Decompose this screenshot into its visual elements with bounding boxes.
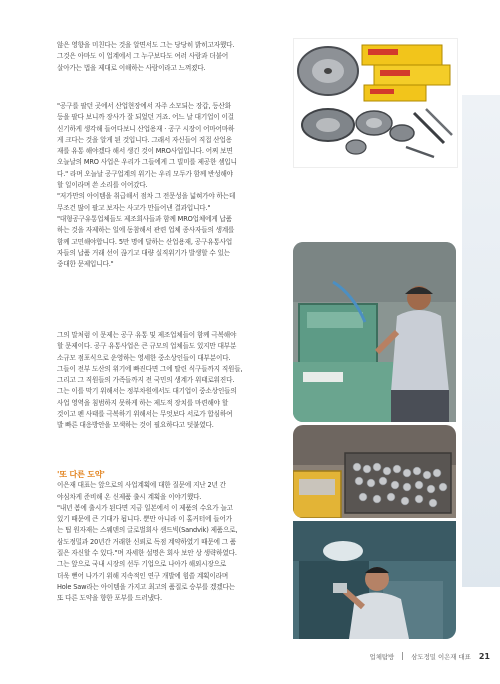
article-section-4 bbox=[57, 469, 289, 605]
text-line: 신기하게 생각해 들어다보니 산업용재 · 공구 시장이 어마어마하 bbox=[57, 124, 235, 133]
inspection-image bbox=[293, 521, 456, 639]
text-line: 사업 영역을 침범하지 못하게 하는 제도적 장치를 마련해야 할 bbox=[57, 398, 229, 407]
text-line: "저가만의 아이템을 취급해서 점차 그 전문성을 넓혀가야 하는데 bbox=[57, 192, 236, 201]
factory-photo-worker bbox=[293, 242, 456, 422]
text-line: 하는 것을 자제하는 일에 동참해서 관련 업체 종사자들의 생계를 bbox=[57, 226, 235, 235]
worker-machine-image bbox=[293, 242, 456, 422]
text-line: 살아가는 법을 제대로 이해하는 사람이라고 느껴졌다. bbox=[57, 63, 206, 72]
section-heading: '또 다른 도약' bbox=[57, 470, 105, 479]
text-line: 는 팁 원자재는 스웨덴의 글로벌회사 샌드빅(Sandvik) 제품으로, bbox=[57, 526, 238, 535]
text-line: 할 문제이다. 공구 유통사업은 큰 규모의 업체들도 있지만 대부분 bbox=[57, 342, 237, 351]
text-line: 그들이 전부 도산의 위기에 빠진다면 그에 딸린 식구들까지 직원들, bbox=[57, 364, 243, 373]
text-line: "내년 봄에 출시가 된다면 지금 일본에서 이 제품의 수요가 늘고 bbox=[57, 503, 233, 512]
text-line: 무조건 많이 팔고 보자는 사고가 만들어낸 결과입니다." bbox=[57, 203, 211, 212]
text-line: 함께 고민해야합니다. 5만 명에 달하는 산업용재, 공구유통사업 bbox=[57, 237, 233, 246]
text-line: 중대한 문제입니다." bbox=[57, 260, 114, 269]
text-line: 다." 라며 오늘날 공구업계의 위기는 우리 모두가 함께 반성해야 bbox=[57, 169, 233, 178]
footer-subject-label: 삼도정밀 이은재 대표 bbox=[411, 652, 471, 661]
factory-photo-inspection bbox=[293, 521, 456, 639]
text-line: 이은재 대표는 앞으로의 사업계획에 대한 질문에 지난 2년 간 bbox=[57, 481, 226, 490]
text-line: 삼도정밀과 20년간 거래한 신뢰로 독점 계약하였기 때문에 그 품 bbox=[57, 537, 237, 546]
product-photo bbox=[293, 38, 458, 168]
text-line: 것이고 펜 사태를 극복하기 위해서는 무엇보다 서로가 합심하여 bbox=[57, 410, 233, 419]
article-section-3 bbox=[57, 330, 289, 432]
text-line: "공구를 팔던 곳에서 산업현장에서 자주 소모되는 장갑, 등산화 bbox=[57, 102, 231, 110]
text-line: 있기 때문에 큰 기대가 됩니다. 뿐만 아니라 이 홀커터에 들어가 bbox=[57, 515, 232, 524]
footer-divider bbox=[402, 652, 403, 660]
page-number: 21 bbox=[478, 651, 490, 661]
parts-crate-image bbox=[293, 425, 456, 518]
article-section-2 bbox=[57, 101, 289, 270]
text-line: 소규모 점포식으로 운영하는 영세한 중소상인들이 대부분이다. bbox=[57, 353, 231, 362]
text-line: 또 다른 도약을 향한 포부를 드러냈다. bbox=[57, 594, 162, 603]
text-line: 발 빠른 대응방안을 모색하는 것이 필요하다고 덧붙였다. bbox=[57, 421, 214, 430]
text-line: 그리고 그 직원들의 가족들까지 전 국민의 생계가 위태로워진다. bbox=[57, 376, 235, 385]
text-line: 자들의 납품 거래 선이 끊기고 대량 실직위기가 발생할 수 있는 bbox=[57, 248, 231, 257]
article-section-1 bbox=[57, 40, 289, 74]
text-line: 질은 자신할 수 있다."며 자세한 설명은 회사 보안 상 생략하였다. bbox=[57, 549, 237, 558]
text-line: 않은 영향을 미친다는 것을 알면서도 그는 당당히 밝히고자했다. bbox=[57, 41, 235, 49]
footer-section-label: 업체탐방 bbox=[369, 652, 395, 661]
text-line: 야심차게 준비해 온 신제품 출시 계획을 이야기했다. bbox=[57, 492, 202, 501]
page-footer bbox=[370, 649, 490, 663]
text-line: 재를 유통 해야겠다 해서 생긴 것이 MRO사업입니다. 어찌 보면 bbox=[57, 147, 233, 156]
text-line: 할 일이라며 쓴 소리를 이어갔다. bbox=[57, 181, 148, 190]
factory-photo-parts bbox=[293, 425, 456, 518]
text-line: 그것은 아마도 이 업계에서 그 누구보다도 여러 사람과 더불어 bbox=[57, 52, 229, 61]
text-line: 등을 팔다 보니까 장사가 잘 되었던 거죠. 어느 날 대기업이 이걸 bbox=[57, 113, 234, 122]
text-line: 그는 앞으로 국내 시장의 선두 기업으로 나아가 해외시장으로 bbox=[57, 560, 227, 569]
text-line: 그의 말처럼 이 문제는 공구 유통 및 제조업체들이 함께 극복해야 bbox=[57, 331, 237, 339]
sidebar-background bbox=[462, 95, 500, 587]
text-line: Hole Saw라는 아이템을 가지고 최고의 품질로 승부를 겠겠다는 bbox=[57, 582, 235, 591]
hole-saw-products-image bbox=[294, 39, 457, 167]
text-line: "대형공구유통업체들도 제조회사들과 함께 MRO업체에게 납품 bbox=[57, 214, 232, 223]
text-line: 오늘날의 MRO 사업은 우리가 그들에게 그 빌미를 제공한 셈입니 bbox=[57, 158, 237, 167]
text-line: 그는 이를 막기 위해서는 정부차원에서도 대기업이 중소상인들의 bbox=[57, 387, 237, 396]
text-line: 게 크다는 것을 알게 된 것입니다. 그래서 자신들이 직접 산업용 bbox=[57, 135, 232, 144]
text-line: 더욱 뻗어 나가기 위해 지속적인 연구 개발에 힘쓸 계획이라며 bbox=[57, 571, 229, 580]
